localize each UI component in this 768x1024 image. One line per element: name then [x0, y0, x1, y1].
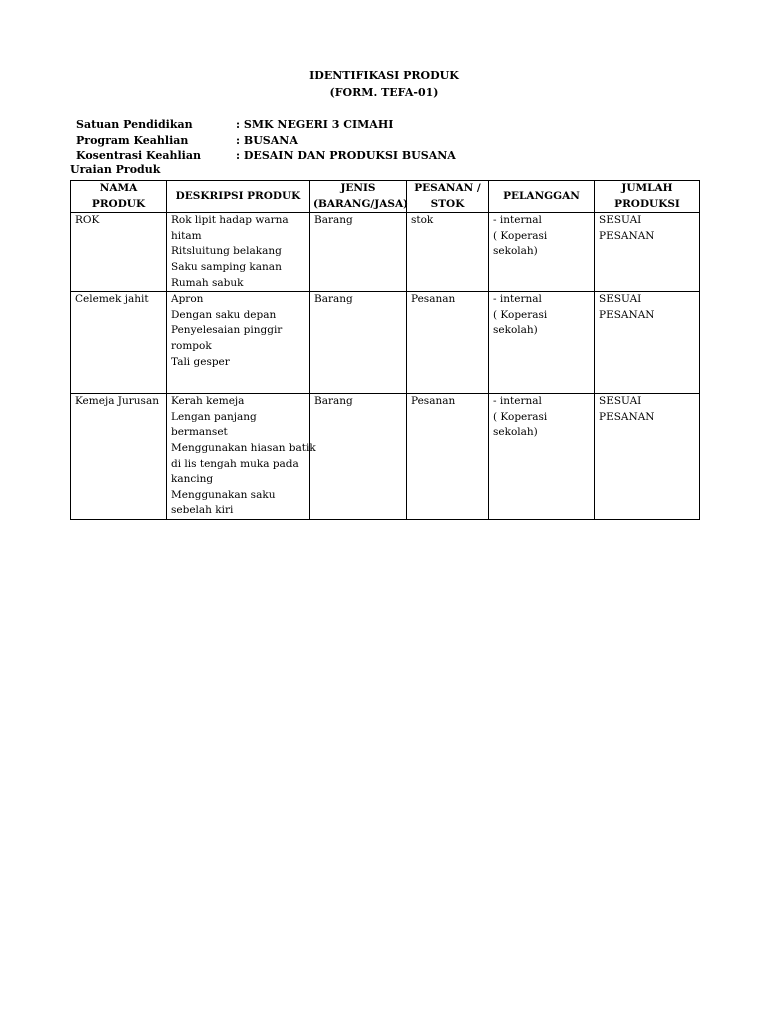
cell-jenis: Barang — [310, 213, 407, 292]
info-row-program — [76, 133, 456, 149]
cell-pesanan: stok — [407, 213, 489, 292]
header-jenis: JENIS (BARANG/JASA) — [310, 181, 407, 213]
cell-jumlah: SESUAI PESANAN — [595, 292, 700, 394]
cell-deskripsi: Kerah kemeja Lengan panjang bermanset Menggunakan hiasan batik di lis tengah muka pada kancing Menggunakan saku sebelah kiri — [167, 394, 310, 520]
info-label: Satuan Pendidikan — [76, 118, 193, 131]
cell-jenis: Barang — [310, 292, 407, 394]
cell-pesanan: Pesanan — [407, 292, 489, 394]
cell-jenis: Barang — [310, 394, 407, 520]
cell-jumlah: SESUAI PESANAN — [595, 394, 700, 520]
info-label: Program Keahlian — [76, 133, 189, 147]
info-row-satuan — [76, 117, 456, 133]
header-deskripsi-produk: DESKRIPSI PRODUK — [167, 181, 310, 213]
table-row — [71, 292, 700, 394]
info-label: Kosentrasi Keahlian — [76, 149, 201, 162]
cell-pelanggan: - internal ( Koperasi sekolah) — [489, 292, 595, 394]
product-table — [70, 180, 700, 520]
header-pelanggan: PELANGGAN — [489, 181, 595, 213]
cell-deskripsi: Apron Dengan saku depan Penyelesaian pinggir rompok Tali gesper — [167, 292, 310, 394]
cell-nama: Celemek jahit — [71, 292, 167, 394]
cell-deskripsi: Rok lipit hadap warna hitam Ritsluitung belakang Saku samping kanan Rumah sabuk — [167, 213, 310, 292]
info-row-konsentrasi — [76, 148, 456, 164]
cell-nama: Kemeja Jurusan — [71, 394, 167, 520]
section-title: Uraian Produk — [70, 163, 161, 176]
table-row — [71, 394, 700, 520]
cell-nama: ROK — [71, 213, 167, 292]
cell-jumlah: SESUAI PESANAN — [595, 213, 700, 292]
info-value: : SMK NEGERI 3 CIMAHI — [236, 118, 394, 131]
info-value: : BUSANA — [236, 133, 298, 147]
header-pesanan-stok: PESANAN / STOK — [407, 181, 489, 213]
table-row — [71, 213, 700, 292]
info-value: : DESAIN DAN PRODUKSI BUSANA — [236, 149, 456, 162]
cell-pelanggan: - internal ( Koperasi sekolah) — [489, 394, 595, 520]
table-header-row — [71, 181, 700, 213]
cell-pesanan: Pesanan — [407, 394, 489, 520]
cell-pelanggan: - internal ( Koperasi sekolah) — [489, 213, 595, 292]
document-title: IDENTIFIKASI PRODUK — [309, 69, 459, 82]
header-nama-produk: NAMA PRODUK — [71, 181, 167, 213]
form-code: (FORM. TEFA-01) — [329, 86, 439, 99]
header-jumlah-produksi: JUMLAH PRODUKSI — [595, 181, 700, 213]
info-block — [76, 117, 456, 164]
